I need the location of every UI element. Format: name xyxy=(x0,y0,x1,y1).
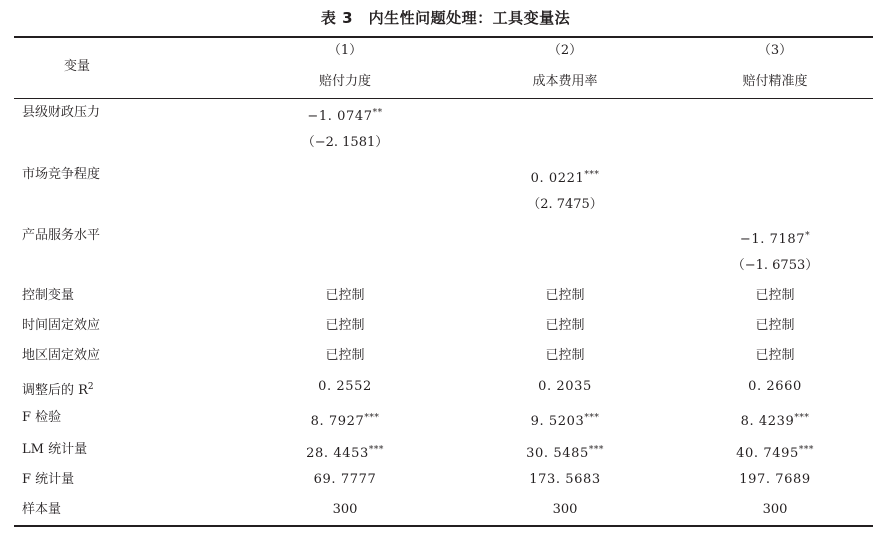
f-stat-col-2: 173. 5683 xyxy=(529,472,601,487)
header-rule xyxy=(14,98,873,99)
time-fe-col-1: 已控制 xyxy=(325,318,365,333)
sample-size-col-3: 300 xyxy=(762,502,788,517)
header-col-name-1: 赔付力度 xyxy=(318,74,371,89)
coef-county-fiscal-pressure xyxy=(245,105,445,125)
table-title: 表 3 内生性问题处理：工具变量法 xyxy=(320,9,571,27)
header-col-name-3: 赔付精准度 xyxy=(742,74,808,89)
sample-size-col-1: 300 xyxy=(332,502,358,517)
coef-value: −1. 0747 xyxy=(307,109,373,124)
significance-stars: *** xyxy=(588,445,604,455)
row-label-adjusted-r2 xyxy=(22,379,94,399)
t-county-fiscal-pressure: （−2. 1581） xyxy=(301,135,389,150)
lm-stat-col-3 xyxy=(675,442,875,462)
significance-stars: *** xyxy=(798,445,814,455)
significance-stars: *** xyxy=(584,170,600,180)
coef-value: 0. 0221 xyxy=(530,171,585,186)
f-test-col-3 xyxy=(675,410,875,430)
row-label-market-competition: 市场竞争程度 xyxy=(22,167,101,182)
region-fe-col-3: 已控制 xyxy=(755,348,795,363)
row-label-region-fixed-effects: 地区固定效应 xyxy=(22,348,101,363)
f-stat-col-3: 197. 7689 xyxy=(739,472,811,487)
lm-stat-col-2 xyxy=(465,442,665,462)
region-fe-col-1: 已控制 xyxy=(325,348,365,363)
coef-market-competition xyxy=(465,167,665,187)
adjusted-r2-label-superscript: 2 xyxy=(87,382,95,392)
header-col-name-2: 成本费用率 xyxy=(532,74,598,89)
lm-stat-col-1 xyxy=(245,442,445,462)
t-product-service-level: （−1. 6753） xyxy=(731,258,819,273)
significance-stars: *** xyxy=(584,413,600,423)
adjusted-r2-col-2: 0. 2035 xyxy=(538,379,592,394)
f-stat-col-1: 69. 7777 xyxy=(313,472,377,487)
coef-value: −1. 7187 xyxy=(739,232,806,247)
adjusted-r2-label-text: 调整后的 R xyxy=(22,383,88,398)
row-label-f-statistic: F 统计量 xyxy=(22,472,75,487)
row-label-county-fiscal-pressure: 县级财政压力 xyxy=(22,105,101,120)
top-rule xyxy=(14,36,873,38)
row-label-sample-size: 样本量 xyxy=(22,502,62,517)
row-label-f-test: F 检验 xyxy=(22,410,62,425)
lm-stat-value: 30. 5485 xyxy=(526,446,589,461)
controls-col-2: 已控制 xyxy=(545,288,585,303)
adjusted-r2-col-3: 0. 2660 xyxy=(748,379,802,394)
bottom-rule xyxy=(14,525,873,527)
significance-stars: ** xyxy=(372,108,383,118)
f-test-value: 8. 4239 xyxy=(740,414,795,429)
f-test-value: 8. 7927 xyxy=(310,414,365,429)
header-col-num-1: （1） xyxy=(327,43,363,58)
controls-col-3: 已控制 xyxy=(755,288,795,303)
time-fe-col-3: 已控制 xyxy=(755,318,795,333)
f-test-value: 9. 5203 xyxy=(530,414,585,429)
significance-stars: *** xyxy=(368,445,384,455)
f-test-col-2 xyxy=(465,410,665,430)
lm-stat-value: 28. 4453 xyxy=(306,446,369,461)
t-market-competition: （2. 7475） xyxy=(527,197,603,212)
row-label-time-fixed-effects: 时间固定效应 xyxy=(22,318,101,333)
row-label-controls: 控制变量 xyxy=(22,288,75,303)
significance-stars: * xyxy=(805,231,811,241)
significance-stars: *** xyxy=(364,413,380,423)
significance-stars: *** xyxy=(794,413,810,423)
header-variable-label: 变量 xyxy=(63,59,90,74)
controls-col-1: 已控制 xyxy=(325,288,365,303)
row-label-product-service-level: 产品服务水平 xyxy=(22,228,101,243)
header-col-num-3: （3） xyxy=(757,43,793,58)
time-fe-col-2: 已控制 xyxy=(545,318,585,333)
row-label-lm-statistic: LM 统计量 xyxy=(22,442,88,457)
header-col-num-2: （2） xyxy=(547,43,583,58)
adjusted-r2-col-1: 0. 2552 xyxy=(318,379,372,394)
f-test-col-1 xyxy=(245,410,445,430)
sample-size-col-2: 300 xyxy=(552,502,578,517)
lm-stat-value: 40. 7495 xyxy=(736,446,799,461)
region-fe-col-2: 已控制 xyxy=(545,348,585,363)
coef-product-service-level xyxy=(675,228,875,248)
